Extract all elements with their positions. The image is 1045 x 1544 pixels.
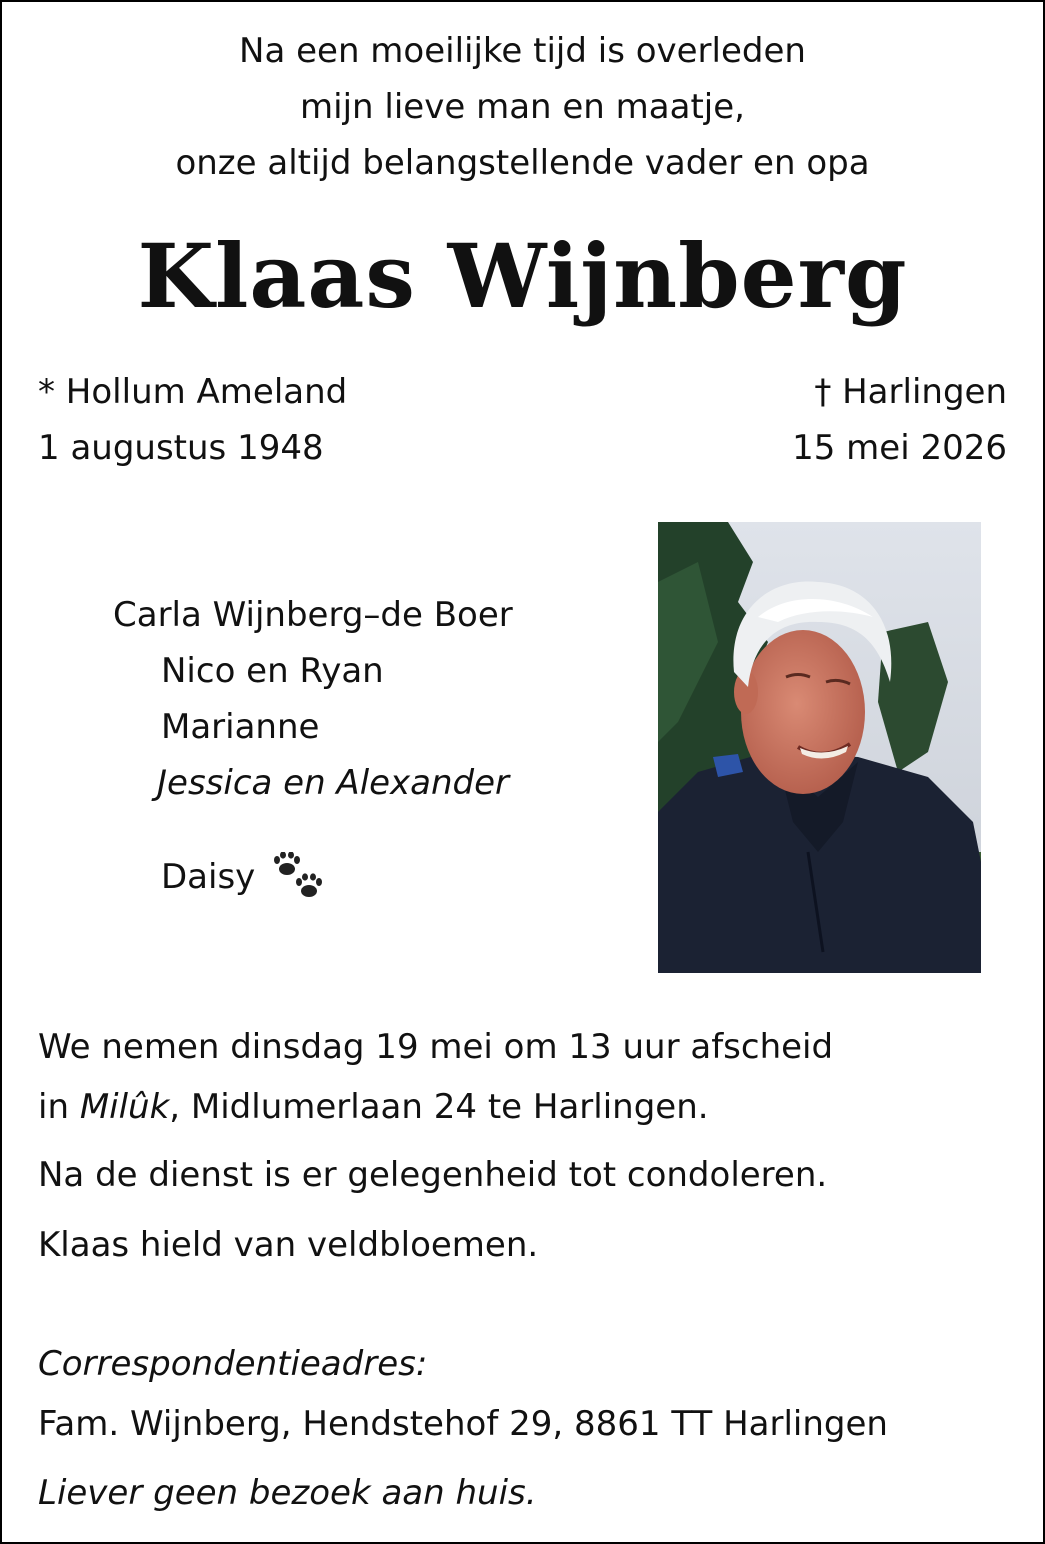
service-location [38,1087,709,1127]
death-place: † Harlingen [814,372,1007,412]
flowers-note: Klaas hield van veldbloemen. [38,1225,539,1265]
service-location-prefix: in [38,1087,80,1127]
family-pet [161,852,328,906]
intro-line-3: onze altijd belangstellende vader en opa [175,143,870,183]
intro-line-1: Na een moeilijke tijd is overleden [239,31,806,71]
intro-line-2: mijn lieve man en maatje, [300,87,745,127]
family-wife: Carla Wijnberg–de Boer [113,595,513,635]
family-member: Nico en Ryan [161,651,384,691]
paw-prints-icon [272,852,328,906]
birth-date: 1 augustus 1948 [38,428,324,468]
correspondence-address: Fam. Wijnberg, Hendstehof 29, 8861 TT Harlingen [38,1404,888,1444]
pet-name: Daisy [161,857,256,897]
venue-address: , Midlumerlaan 24 te Harlingen. [169,1087,709,1127]
visit-note: Liever geen bezoek aan huis. [38,1473,537,1513]
family-member: Marianne [161,707,320,747]
family-member: Jessica en Alexander [157,763,510,803]
venue-name: Milûk [79,1087,170,1127]
correspondence-label: Correspondentieadres: [38,1344,428,1384]
portrait-photo [658,522,981,973]
birth-place: * Hollum Ameland [38,372,348,412]
service-details: We nemen dinsdag 19 mei om 13 uur afscheid [38,1027,834,1067]
death-date: 15 mei 2026 [792,428,1007,468]
deceased-name: Klaas Wijnberg [137,224,908,328]
condolence-text: Na de dienst is er gelegenheid tot condoleren. [38,1155,828,1195]
